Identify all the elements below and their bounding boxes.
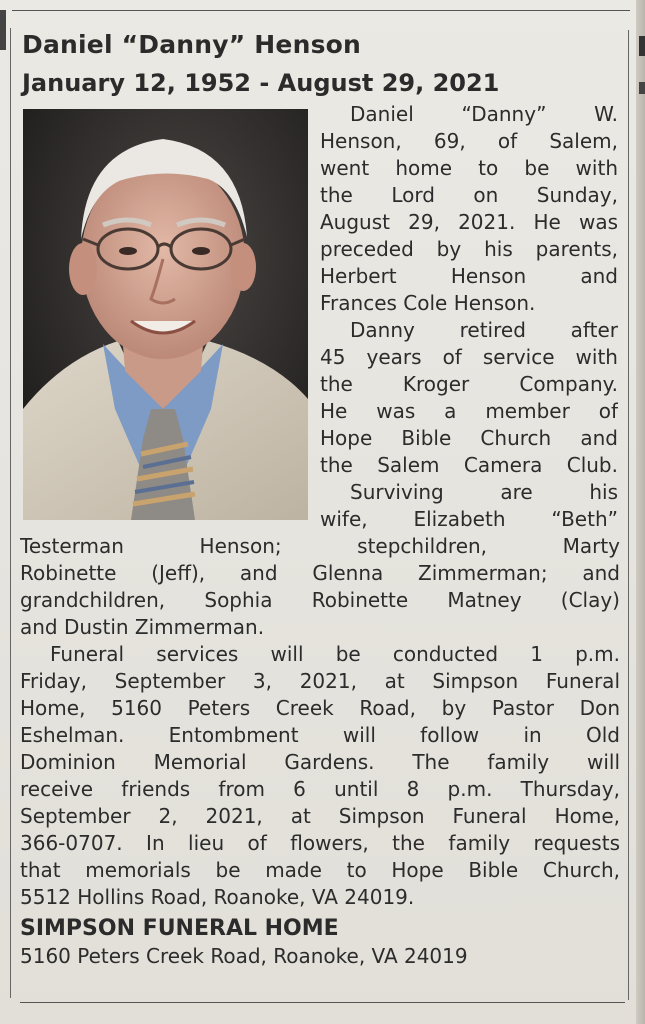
bottom-rule — [20, 1002, 625, 1003]
body-line: the Lord on Sunday, — [320, 183, 618, 207]
body-line: Danny retired after — [350, 318, 618, 342]
body-line: September 2, 2021, at Simpson Funeral Home, — [20, 804, 620, 828]
body-line: August 29, 2021. He was — [320, 210, 618, 234]
body-line: preceded by his parents, — [320, 237, 618, 261]
body-line: Surviving are his — [350, 480, 618, 504]
adjacent-page-edge — [636, 0, 645, 1024]
body-line: that memorials be made to Hope Bible Church, — [20, 858, 620, 882]
obituary-body-wide — [20, 533, 620, 911]
body-line: Eshelman. Entombment will follow in Old — [20, 723, 620, 747]
body-line: 45 years of service with — [320, 345, 618, 369]
body-line: Funeral services will be conducted 1 p.m. — [50, 642, 620, 666]
body-line: receive friends from 6 until 8 p.m. Thursday, — [20, 777, 620, 801]
obituary-name: Daniel “Danny” Henson — [22, 30, 362, 59]
obituary-body-narrow — [320, 101, 618, 533]
body-line: Frances Cole Henson. — [320, 291, 536, 315]
body-line: Henson, 69, of Salem, — [320, 129, 618, 153]
body-line: Friday, September 3, 2021, at Simpson Funeral — [20, 669, 620, 693]
body-line: grandchildren, Sophia Robinette Matney (Clay) — [20, 588, 620, 612]
body-line: Herbert Henson and — [320, 264, 618, 288]
adjacent-text-fragment — [639, 82, 645, 94]
funeral-home-address: 5160 Peters Creek Road, Roanoke, VA 24019 — [20, 944, 468, 968]
body-line: 366-0707. In lieu of flowers, the family requests — [20, 831, 620, 855]
left-column-rule — [10, 28, 11, 998]
right-column-rule — [628, 30, 629, 1000]
body-line: Robinette (Jeff), and Glenna Zimmerman; and — [20, 561, 620, 585]
body-line: Hope Bible Church and — [320, 426, 618, 450]
body-line: Dominion Memorial Gardens. The family will — [20, 750, 620, 774]
body-line: He was a member of — [320, 399, 618, 423]
obituary-dates: January 12, 1952 - August 29, 2021 — [22, 69, 500, 97]
body-line: Testerman Henson; stepchildren, Marty — [20, 534, 620, 558]
body-line: Home, 5160 Peters Creek Road, by Pastor Don — [20, 696, 620, 720]
adjacent-column-edge — [0, 10, 6, 50]
body-line: and Dustin Zimmerman. — [20, 615, 265, 639]
body-line: the Kroger Company. — [320, 372, 618, 396]
body-line: Daniel “Danny” W. — [350, 102, 618, 126]
body-line: wife, Elizabeth “Beth” — [320, 507, 618, 531]
funeral-home-name: SIMPSON FUNERAL HOME — [20, 916, 339, 941]
adjacent-text-fragment — [639, 36, 645, 56]
body-line: 5512 Hollins Road, Roanoke, VA 24019. — [20, 885, 415, 909]
body-line: the Salem Camera Club. — [320, 453, 618, 477]
body-line: went home to be with — [320, 156, 618, 180]
top-rule — [12, 10, 630, 11]
portrait-photo — [23, 109, 308, 520]
portrait-photo-icon — [23, 109, 308, 520]
